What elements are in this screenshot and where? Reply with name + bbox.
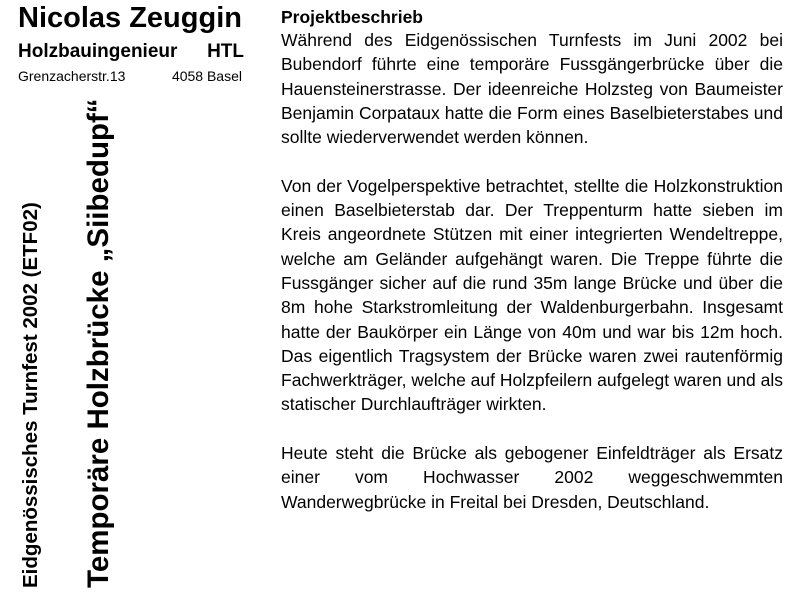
- event-title-vertical: Eidgenössisches Turnfest 2002 (ETF02): [19, 202, 42, 588]
- street: Grenzacherstr.13: [18, 68, 126, 84]
- project-title-vertical: Temporäre Holzbrücke „Siibedupf“: [82, 98, 115, 588]
- degree: HTL: [207, 41, 244, 62]
- profession-line: [18, 41, 244, 63]
- author-name: Nicolas Zeuggin: [18, 2, 242, 34]
- section-heading: Projektbeschrieb: [281, 7, 423, 27]
- paragraph-3: Heute steht die Brücke als gebogener Einfeldträger als Ersatz einer vom Hochwasser 2002 weggeschwemmten Wanderwegbrücke in Freital bei Dresden, Deutschland.: [281, 443, 783, 512]
- project-description: [281, 6, 783, 538]
- city: 4058 Basel: [171, 68, 242, 84]
- paragraph-1: Während des Eidgenössischen Turnfests im Juni 2002 bei Bubendorf führte eine temporäre Fussgängerbrücke über die Hauensteinerstrasse. Der ideenreiche Holzsteg von Baumeister Benjamin Corpataux hatte die Form eines Baselbieterstabes und sollte wiederverwendet werden können.: [281, 30, 783, 148]
- profession: Holzbauingenieur: [18, 41, 178, 62]
- address-line: [18, 68, 242, 84]
- paragraph-2: Von der Vogelperspektive betrachtet, stellte die Holzkonstruktion einen Baselbieterstab dar. Der Treppenturm hatte sieben im Kreis angeordnete Stützen mit einer integrierten Wendeltreppe, welche am Geländer aufgehängt waren. Die Treppe führte die Fussgänger sicher auf die rund 35m lange Brücke und über die 8m hohe Starkstromleitung der Waldenburgerbahn. Insgesamt hatte der Baukörper ein Länge von 40m und war bis 12m hoch. Das eigentlich Tragsystem der Brücke waren zwei rautenförmig Fachwerkträger, welche auf Holzpfeilern aufgelegt waren und als statischer Durchlaufträger wirkten.: [281, 175, 783, 415]
